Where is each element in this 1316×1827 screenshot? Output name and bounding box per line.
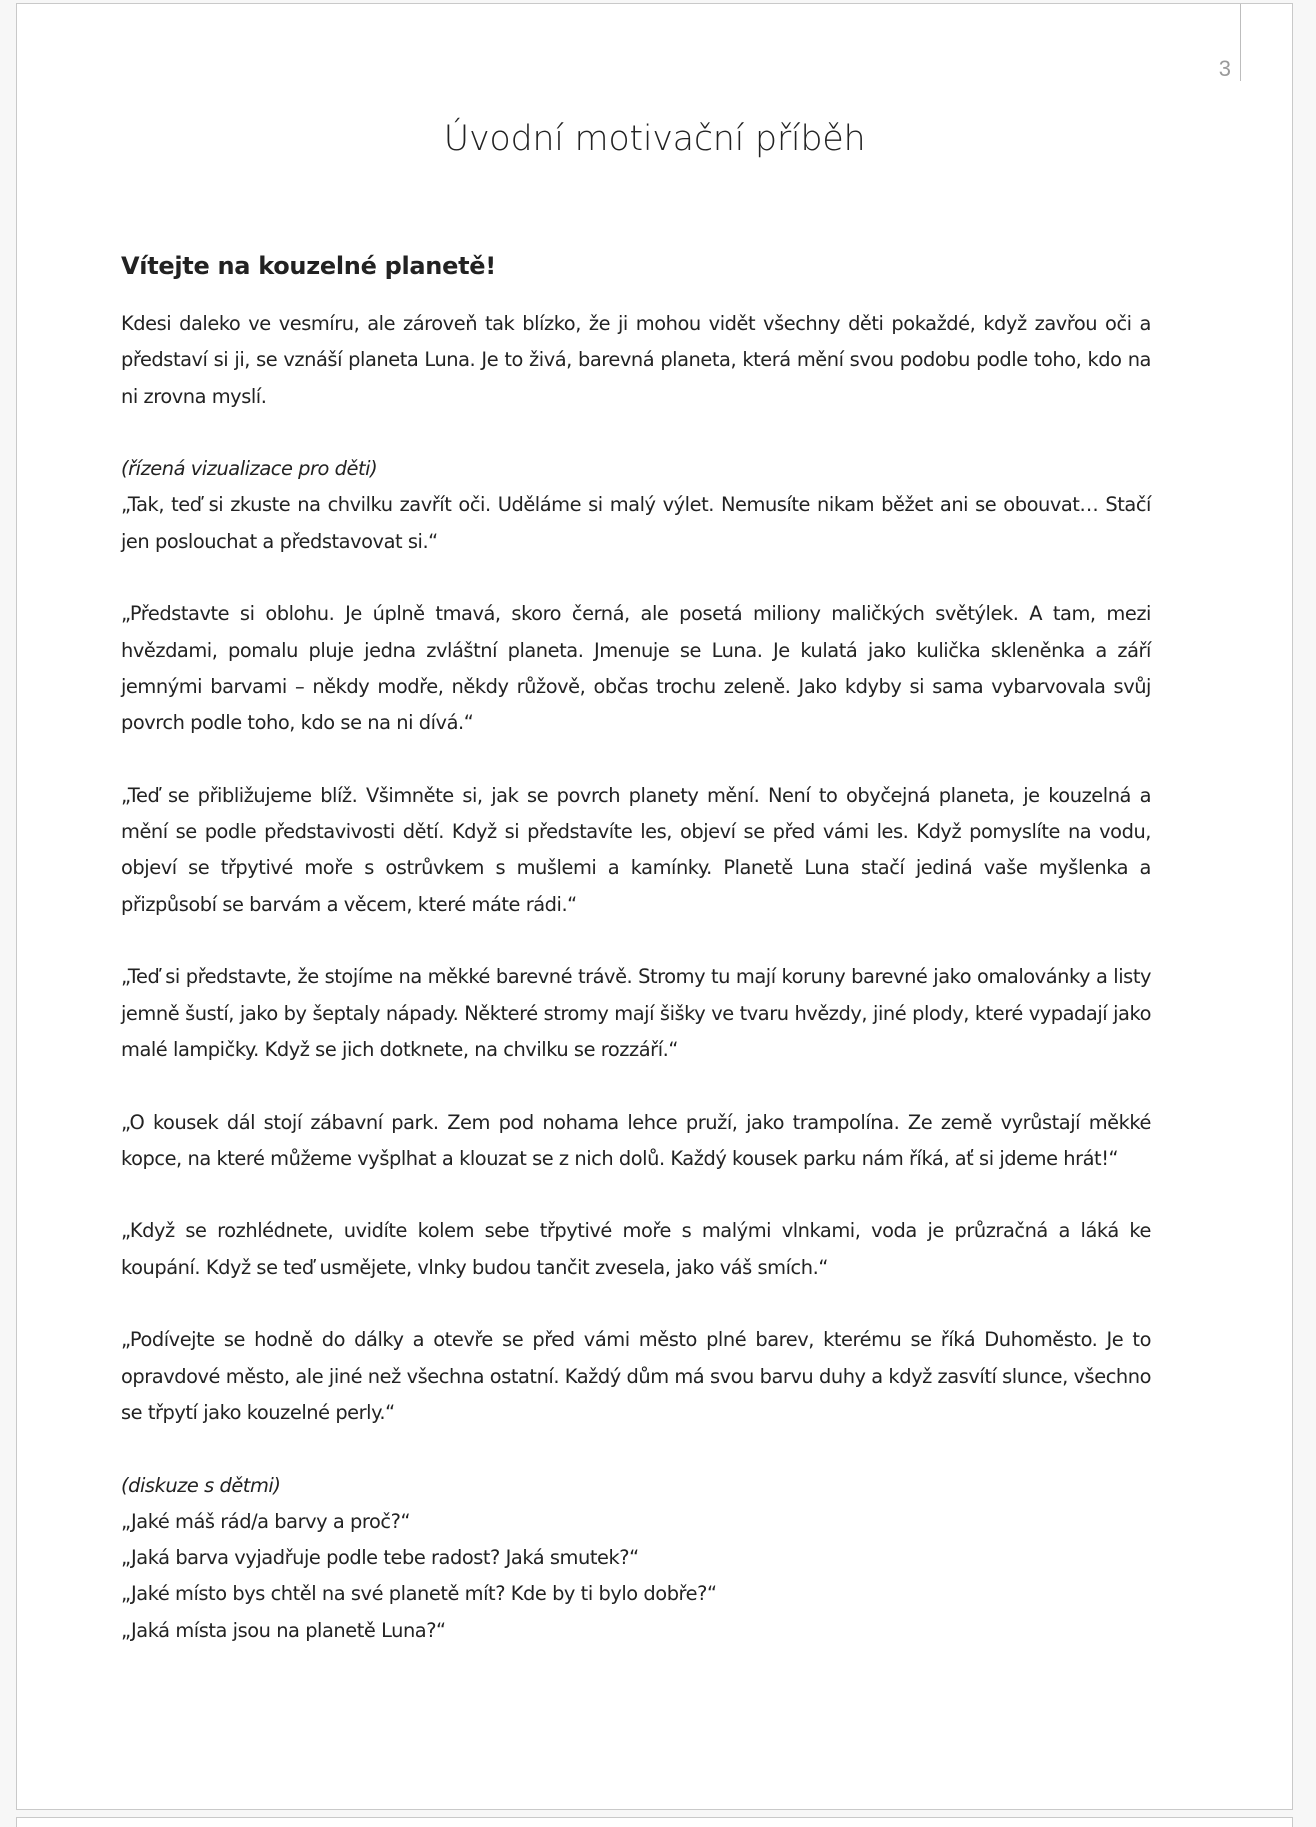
section-heading: Vítejte na kouzelné planetě! — [121, 252, 496, 280]
discussion-question: „Jaké máš rád/a barvy a proč?“ — [121, 1509, 411, 1533]
story-paragraph: „Když se rozhlédnete, uvidíte kolem sebe třpytivé moře s malými vlnkami, voda je průzračná a láká ke koupání. Když se teď usmějete, vlnky budou tančit zvesela, jako váš smích.“ — [121, 1219, 1151, 1279]
discussion-block — [121, 1468, 1151, 1649]
visualization-opening: „Tak, teď si zkuste na chvilku zavřít oči. Uděláme si malý výlet. Nemusíte nikam běžet ani se obouvat… Stačí jen poslouchat a představovat si.“ — [121, 493, 1151, 553]
story-paragraph: „Představte si oblohu. Je úplně tmavá, skoro černá, ale posetá miliony maličkých světýlek. A tam, mezi hvězdami, pomalu pluje jedna zvláštní planeta. Jmenuje se Luna. Je kulatá jako kulička skleněnka a září jemnými barvami – někdy modře, někdy růžově, občas trochu zeleně. Jako kdyby si sama vybarvovala svůj povrch podle toho, kdo se na ni dívá.“ — [121, 602, 1151, 735]
intro-paragraph: Kdesi daleko ve vesmíru, ale zároveň tak blízko, že ji mohou vidět všechny děti pokaždé, když zavřou oči a představí si ji, se vznáší planeta Luna. Je to živá, barevná planeta, která mění svou podobu podle toho, kdo na ni zrovna myslí. — [121, 312, 1151, 408]
discussion-question: „Jaká místa jsou na planetě Luna?“ — [121, 1618, 446, 1642]
page-title: Úvodní motivační příběh — [443, 119, 866, 159]
story-paragraph: „Teď si představte, že stojíme na měkké barevné trávě. Stromy tu mají koruny barevné jako omalovánky a listy jemně šustí, jako by šeptaly nápady. Některé stromy mají šišky ve tvaru hvězdy, jiné plody, které vypadají jako malé lampičky. Když se jich dotknete, na chvilku se rozzáří.“ — [121, 965, 1151, 1061]
story-paragraph: „Podívejte se hodně do dálky a otevře se před vámi město plné barev, kterému se říká Duhoměsto. Je to opravdové město, ale jiné než všechna ostatní. Každý dům má svou barvu duhy a když zasvítí slunce, všechno se třpytí jako kouzelné perly.“ — [121, 1328, 1151, 1424]
document-body — [121, 248, 1151, 1649]
page-number: 3 — [1218, 56, 1231, 81]
story-paragraph: „Teď se přibližujeme blíž. Všimněte si, jak se povrch planety mění. Není to obyčejná planeta, je kouzelná a mění se podle představivosti dětí. Když si představíte les, objeví se před vámi les. Když pomyslíte na vodu, objeví se třpytivé moře s ostrůvkem s mušlemi a kamínky. Planetě Luna stačí jediná vaše myšlenka a přizpůsobí se barvám a věcem, které máte rádi.“ — [121, 783, 1151, 916]
discussion-question: „Jaké místo bys chtěl na své planetě mít? Kde by ti bylo dobře?“ — [121, 1582, 717, 1606]
discussion-label: (diskuze s dětmi) — [121, 1473, 281, 1497]
discussion-question: „Jaká barva vyjadřuje podle tebe radost? Jaká smutek?“ — [121, 1546, 639, 1570]
visualization-label: (řízená vizualizace pro děti) — [121, 457, 378, 481]
visualization-block — [121, 451, 1151, 560]
story-paragraph: „O kousek dál stojí zábavní park. Zem pod nohama lehce pruží, jako trampolína. Ze země vyrůstají měkké kopce, na které můžeme vyšplhat a klouzat se z nich dolů. Každý kousek parku nám říká, ať si jdeme hrát!“ — [121, 1110, 1151, 1170]
header-margin-line — [1240, 4, 1241, 81]
